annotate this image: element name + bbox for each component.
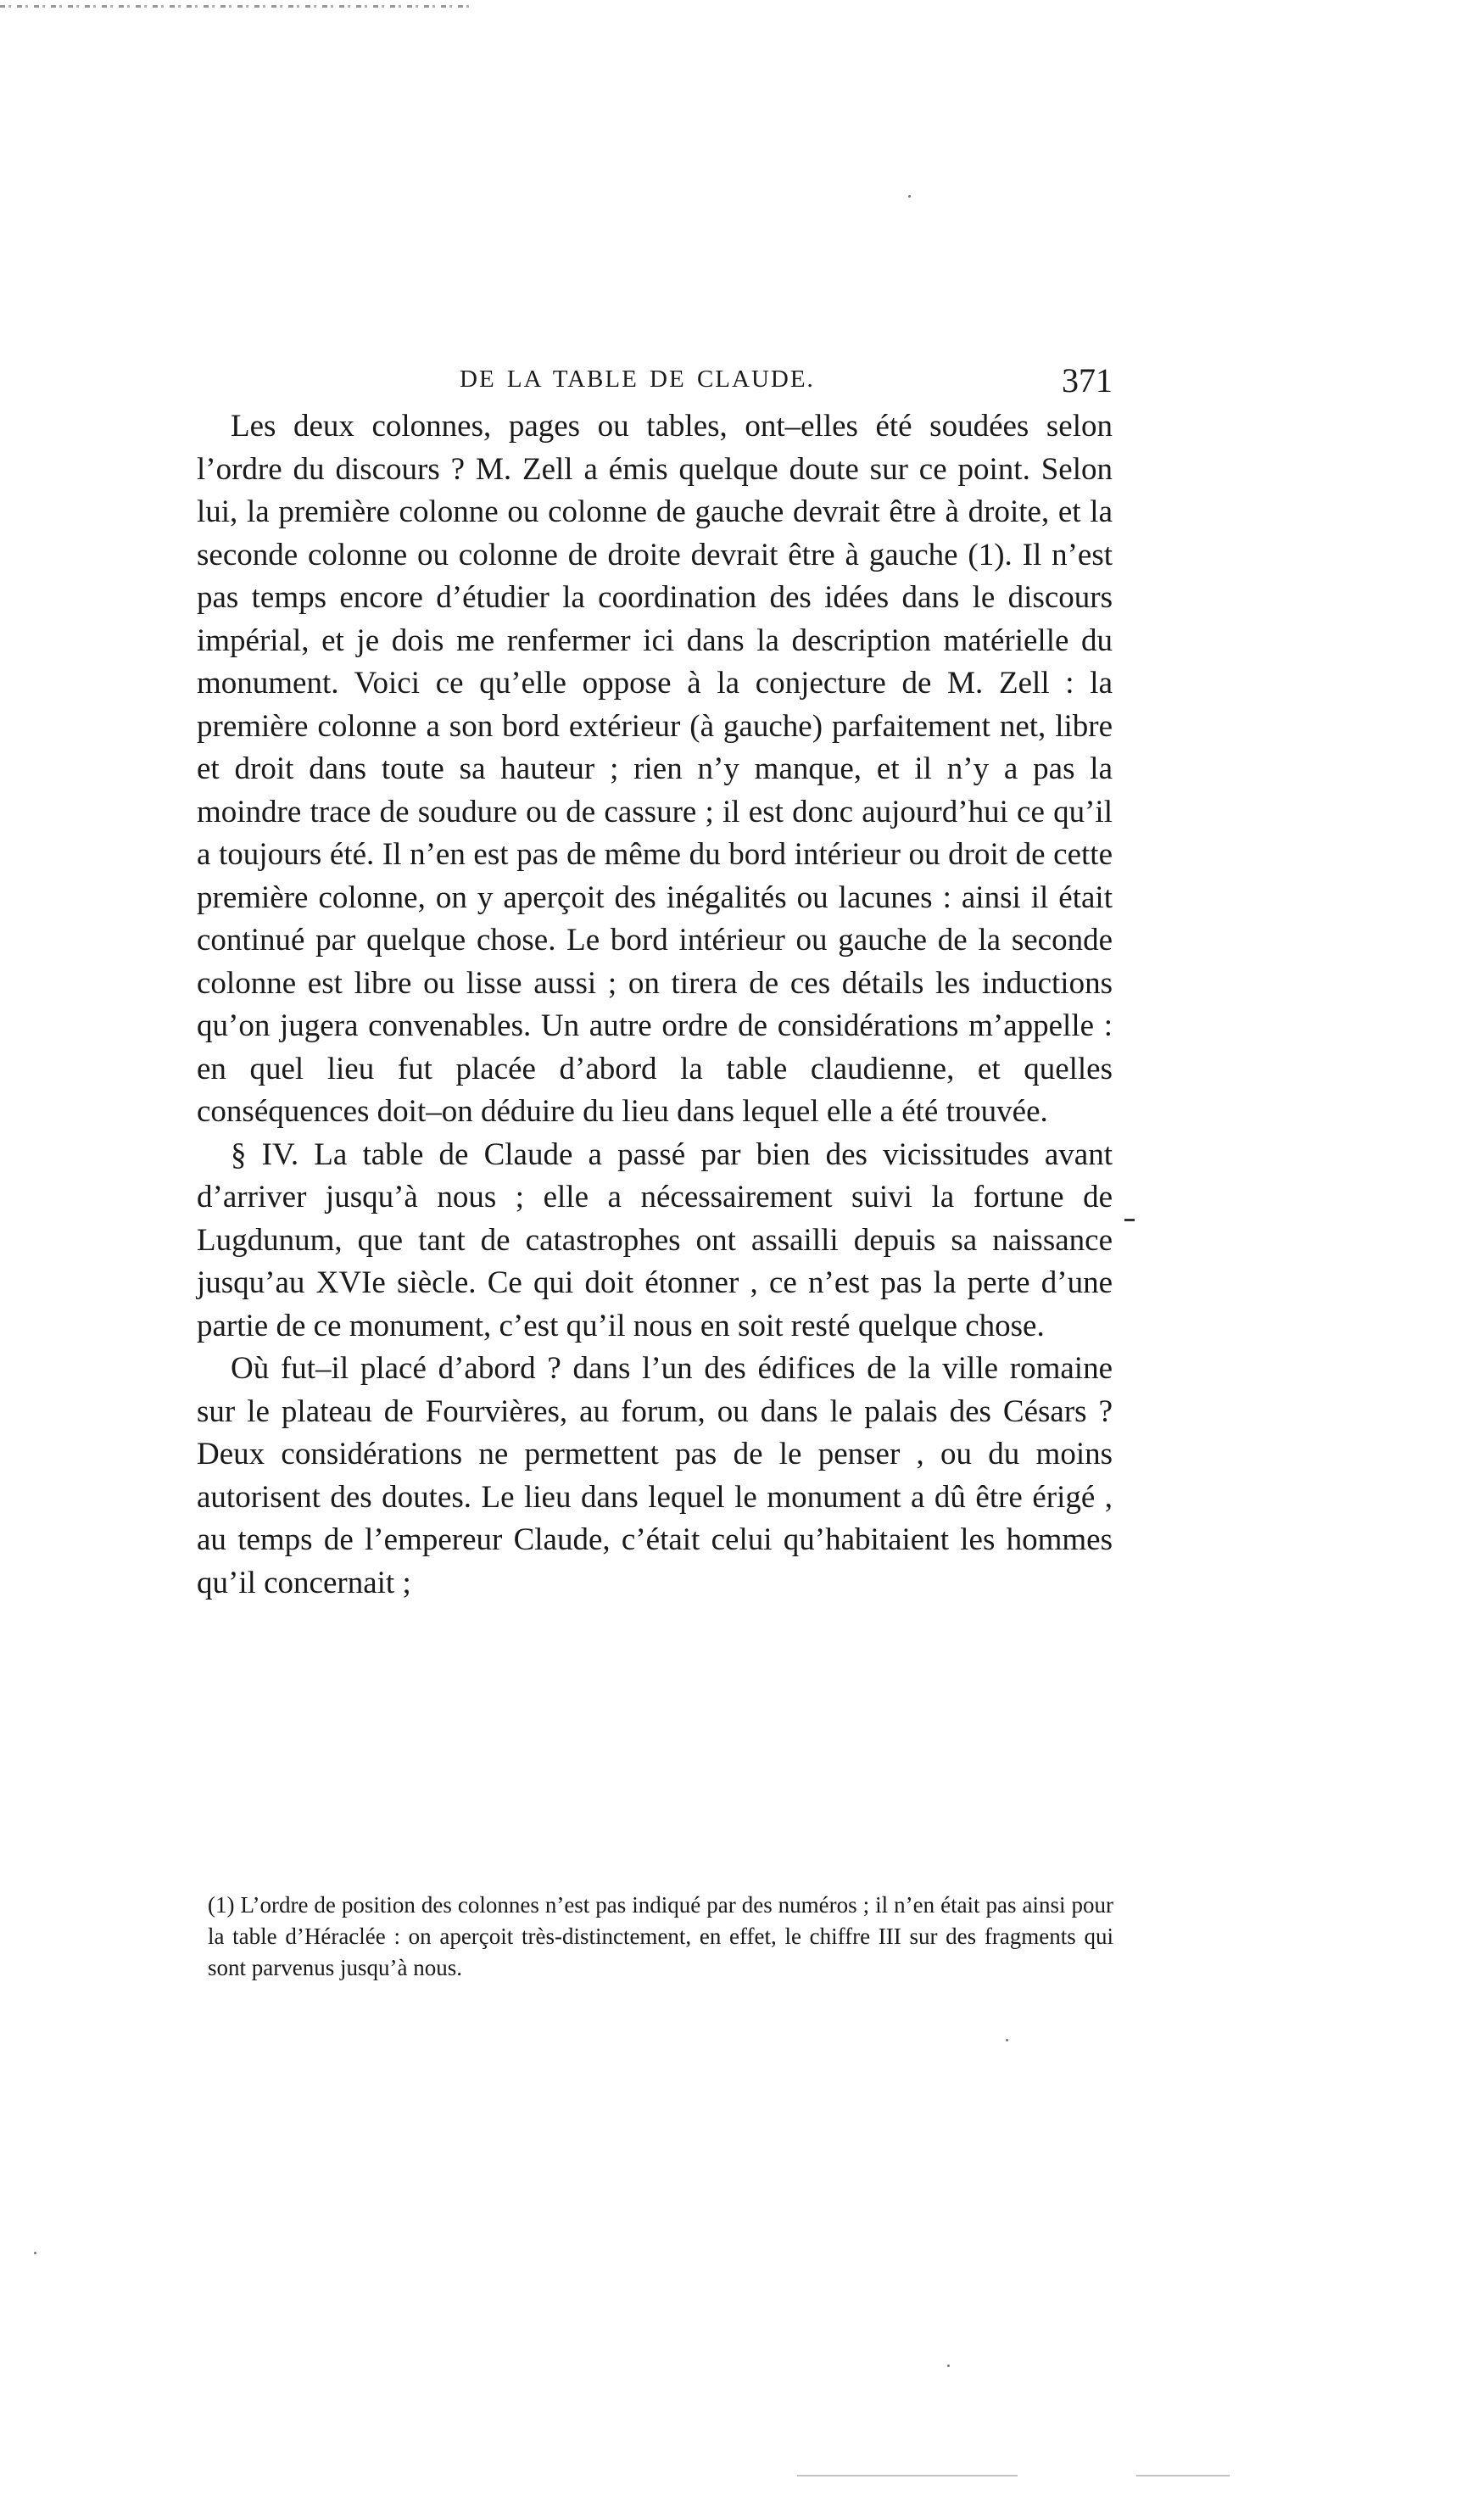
scan-speck — [34, 2252, 36, 2254]
scan-speck — [1006, 2039, 1008, 2041]
paragraph-1: Les deux colonnes, pages ou tables, ont–elles été soudées selon l’ordre du discours ? M. Zell a émis quelque doute sur ce point. Selon lui, la première colonne ou colonne de gauche devrait être à droite, et la seconde colonne ou colonne de droite devrait être à gauche (1). Il n’est pas temps encore d’étudier la coordination des idées dans le discours impérial, et je dois me renfermer ici dans la description matérielle du monument. Voici ce qu’elle oppose à la conjecture de M. Zell : la première colonne a son bord extérieur (à gauche) parfaitement net, libre et droit dans toute sa hauteur ; rien n’y manque, et il n’y a pas la moindre trace de soudure ou de cassure ; il est donc aujourd’hui ce qu’il a toujours été. Il n’en est pas de même du bord intérieur ou droit de cette première colonne, on y aperçoit des inégalités ou lacunes : ainsi il était continué par quelque chose. Le bord intérieur ou gauche de la seconde colonne est libre ou lisse aussi ; on tirera de ces détails les inductions qu’on jugera convenables. Un autre ordre de considérations m’appelle : en quel lieu fut placée d’abord la table claudienne, et quelles conséquences doit–on déduire du lieu dans lequel elle a été trouvée. — [197, 409, 1113, 1129]
scan-edge-mark — [1136, 2475, 1230, 2476]
running-head — [197, 360, 1113, 403]
scan-edge-mark — [797, 2475, 1018, 2476]
scan-speck — [947, 2365, 950, 2367]
footnote — [208, 1890, 1113, 1984]
page-number: 371 — [1062, 361, 1113, 399]
scan-speck — [908, 195, 911, 198]
running-title: DE LA TABLE DE CLAUDE. — [460, 366, 815, 393]
paragraph-3: Où fut–il placé d’abord ? dans l’un des édifices de la ville romaine sur le plateau de Fourvières, au forum, ou dans le palais des Césars ? Deux considérations ne permettent pas de le penser , ou du moins autorisent des doutes. Le lieu dans lequel le monument a dû être érigé , au temps de l’empereur Claude, c’était celui qu’habitaient les hommes qu’il concernait ; — [197, 1351, 1113, 1600]
paragraph-2: § IV. La table de Claude a passé par bien des vicissitudes avant d’arriver jusqu’à nous ; elle a nécessairement suivi la fortune de Lugdunum, que tant de catastrophes ont assailli depuis sa naissance jusqu’au XVIe siècle. Ce qui doit étonner , ce n’est pas la perte d’une partie de ce monument, c’est qu’il nous en soit resté quelque chose. — [197, 1136, 1113, 1343]
margin-mark — [1124, 1219, 1135, 1221]
body-text — [197, 405, 1113, 1605]
footnote-text: (1) L’ordre de position des colonnes n’est pas indiqué par des numéros ; il n’en était pas ainsi pour la table d’Héraclée : on aperçoit très-distinctement, en effet, le chiffre III sur des fragments qui sont parvenus jusqu’à nous. — [208, 1892, 1113, 1980]
scan-edge-mark — [0, 5, 475, 8]
